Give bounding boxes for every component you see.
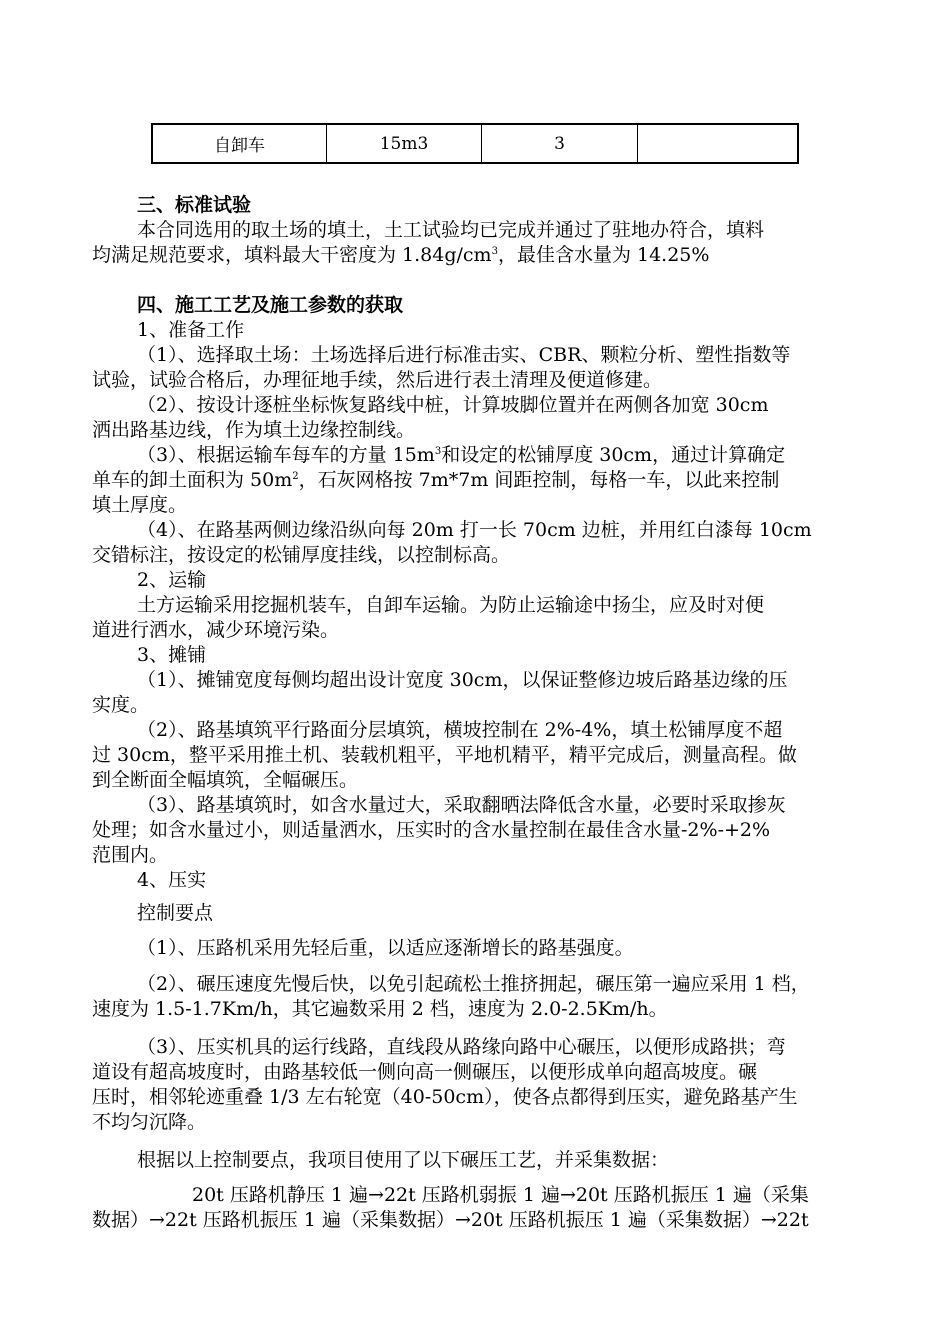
table-cell-note — [638, 124, 799, 163]
text-fragment: 均满足规范要求，填料最大干密度为 1.84g/cm — [92, 244, 492, 266]
paragraph-line: 试验，试验合格后，办理征地手续，然后进行表土清理及便道修建。 — [92, 369, 663, 391]
text-fragment: ，石灰网格按 7m*7m 间距控制，每格一车，以此来控制 — [298, 469, 780, 491]
subheading-spreading: 3、摊铺 — [137, 644, 207, 666]
text-fragment: 和设定的松铺厚度 30cm，通过计算确定 — [441, 444, 786, 466]
table-cell-equipment: 自卸车 — [152, 124, 327, 163]
paragraph-line: 交错标注，按设定的松铺厚度挂线，以控制标高。 — [92, 544, 511, 566]
paragraph-line: 处理；如含水量过小，则适量洒水，压实时的含水量控制在最佳含水量-2%-+2% — [92, 819, 771, 841]
paragraph-line: 本合同选用的取土场的填土，土工试验均已完成并通过了驻地办符合，填料 — [137, 219, 765, 241]
subheading-transport: 2、运输 — [137, 569, 207, 591]
paragraph-line: （1）、压路机采用先轻后重，以适应逐渐增长的路基强度。 — [137, 937, 634, 959]
paragraph-line: 到全断面全幅填筑，全幅碾压。 — [92, 769, 359, 791]
paragraph-line: （2）、碾压速度先慢后快，以免引起疏松土推挤拥起，碾压第一遍应采用 1 档， — [137, 973, 810, 995]
table-cell-spec: 15m3 — [327, 124, 482, 163]
paragraph-line: 根据以上控制要点，我项目使用了以下碾压工艺，并采集数据： — [137, 1149, 670, 1171]
text-fragment: 单车的卸土面积为 50m — [92, 469, 293, 491]
paragraph-line: （2）、路基填筑平行路面分层填筑，横坡控制在 2%-4%，填土松铺厚度不超 — [137, 719, 783, 741]
superscript: 3 — [434, 446, 442, 457]
paragraph-line: 土方运输采用挖掘机装车，自卸车运输。为防止运输途中扬尘，应及时对便 — [137, 594, 765, 616]
section-heading-process: 四、施工工艺及施工参数的获取 — [137, 294, 404, 316]
subheading-control-points: 控制要点 — [137, 902, 214, 924]
text-fragment: ，最佳含水量为 14.25% — [497, 244, 710, 266]
paragraph-line: 道设有超高坡度时，由路基较低一侧向高一侧碾压，以便形成单向超高坡度。碾 — [92, 1061, 758, 1083]
paragraph-line: 20t 压路机静压 1 遍→22t 压路机弱振 1 遍→20t 压路机振压 1 遍（采集 — [192, 1184, 809, 1206]
paragraph-line: 速度为 1.5-1.7Km/h，其它遍数采用 2 档，速度为 2.0-2.5Km/h。 — [92, 998, 668, 1020]
paragraph-line: （4）、在路基两侧边缘沿纵向每 20m 打一长 70cm 边桩，并用红白漆每 10cm — [137, 519, 812, 541]
paragraph-line: 压时，相邻轮迹重叠 1/3 左右轮宽（40-50cm），使各点都得到压实，避免路基产生 — [92, 1086, 798, 1108]
table-row — [152, 124, 798, 163]
paragraph-line: 不均匀沉降。 — [92, 1111, 207, 1133]
paragraph-line: （3）、路基填筑时，如含水量过大，采取翻晒法降低含水量，必要时采取掺灰 — [137, 794, 786, 816]
paragraph-line: 洒出路基边线，作为填土边缘控制线。 — [92, 419, 416, 441]
subheading-preparation: 1、准备工作 — [137, 319, 245, 341]
superscript: 3 — [491, 246, 498, 257]
paragraph-line — [137, 443, 907, 468]
paragraph-line: 范围内。 — [92, 844, 169, 866]
paragraph-line: （1）、选择取土场：土场选择后进行标准击实、CBR、颗粒分析、塑性指数等 — [137, 344, 791, 366]
paragraph-line: （1）、摊铺宽度每侧均超出设计宽度 30cm，以保证整修边坡后路基边缘的压 — [137, 669, 788, 691]
paragraph-line: 实度。 — [92, 694, 150, 716]
paragraph-line: 填土厚度。 — [92, 494, 188, 516]
paragraph-line: 道进行洒水，减少环境污染。 — [92, 619, 340, 641]
section-heading-standard-test: 三、标准试验 — [137, 194, 252, 216]
subheading-compaction: 4、压实 — [137, 869, 207, 891]
equipment-table — [151, 123, 799, 164]
paragraph-line: （3）、压实机具的运行线路，直线段从路缘向路中心碾压，以便形成路拱；弯 — [137, 1036, 786, 1058]
paragraph-line — [92, 243, 862, 268]
paragraph-line: 过 30cm，整平采用推土机、装载机粗平，平地机精平，精平完成后，测量高程。做 — [92, 744, 797, 766]
paragraph-line: 数据）→22t 压路机振压 1 遍（采集数据）→20t 压路机振压 1 遍（采集数据）→22t — [92, 1209, 809, 1231]
superscript: 2 — [292, 471, 299, 482]
paragraph-line — [92, 468, 862, 493]
table-cell-quantity: 3 — [482, 124, 638, 163]
paragraph-line: （2）、按设计逐桩坐标恢复路线中桩，计算坡脚位置并在两侧各加宽 30cm — [137, 394, 769, 416]
text-fragment: （3）、根据运输车每车的方量 15m — [137, 444, 435, 466]
